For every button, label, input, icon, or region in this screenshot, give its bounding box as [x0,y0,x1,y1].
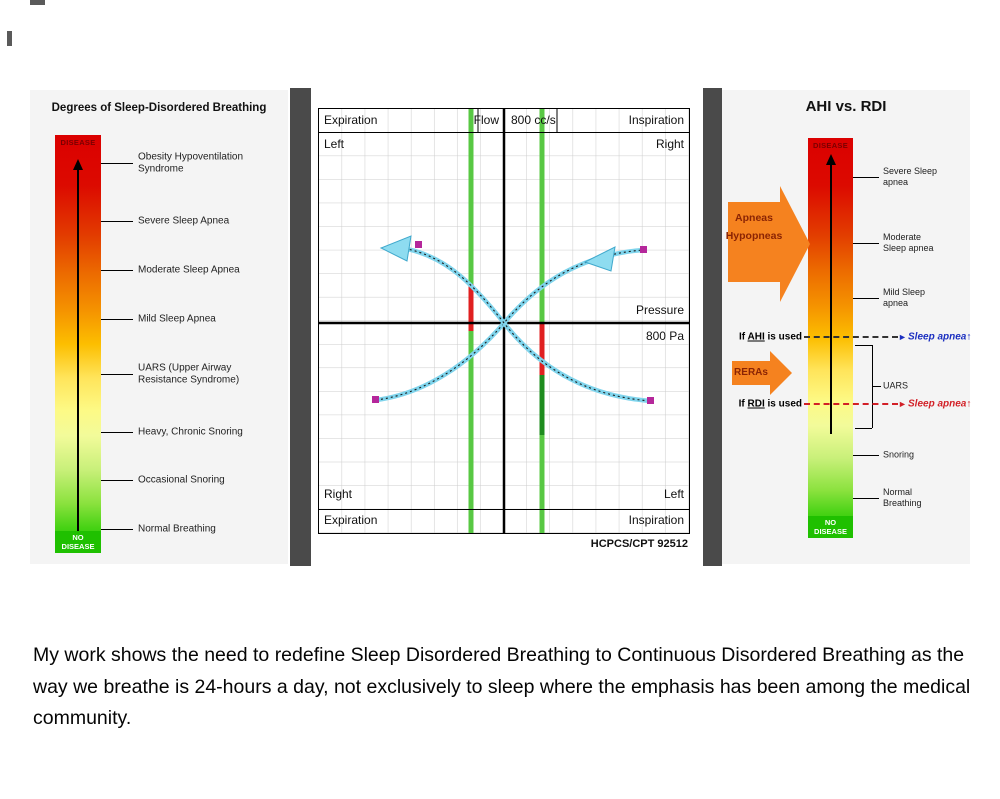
panel-divider-left [290,88,311,566]
dark-green-segment [540,375,545,435]
crop-mark-top [30,0,45,5]
up-arrow-shaft [77,168,79,537]
expiration-top-label: Expiration [324,113,378,127]
expiration-bottom-label: Expiration [324,513,378,527]
if-rdi-used-label [722,399,802,410]
curve-end-marker [415,241,422,248]
caption-text: My work shows the need to redefine Sleep Disordered Breathing to Continuous Disordered Breathing as the way we breathe is 24-hours a day, not exclusively to sleep where the emphasis has been among the medical community. [33,644,971,730]
rdi-arrowhead-icon: ► [898,399,907,409]
uars-bracket-tick [855,345,872,346]
inspiration-top-label: Inspiration [628,113,684,127]
hcpcs-code-label: HCPCS/CPT 92512 [590,538,688,550]
green-marker-line-right [540,109,545,533]
pressure-label: Pressure [635,303,684,317]
uars-bracket-tick [855,428,872,429]
severity-level-label: Moderate Sleep Apnea [138,264,240,276]
rdi-dashed-line [804,403,898,405]
ahi-dashed-line [804,336,898,338]
if-rdi-suffix: is used [764,398,802,410]
if-rdi-prefix: If [738,398,748,410]
disease-label: DISEASE [60,138,96,147]
if-ahi-prefix: If [739,331,748,343]
ahi-result-text: Sleep apnea [908,331,967,343]
right-bottom-label: Right [324,487,353,501]
severity-level-label: Normal Breathing [138,523,216,535]
no-disease-label: NO DISEASE [55,531,101,553]
apneas-arrow-label: Apneas [735,212,773,224]
inspiration-bottom-label: Inspiration [628,513,684,527]
degrees-panel-title: Degrees of Sleep-Disordered Breathing [51,102,267,114]
ahi-arrowhead-icon: ► [898,332,907,342]
tick-mark [853,455,879,456]
flow-pressure-plot [319,109,689,533]
tick-mark [101,529,133,530]
severity-level-label: UARS [883,380,909,391]
red-segment-right [540,323,545,375]
apneas-arrow-head-icon [780,186,810,302]
hypopneas-arrow-label: Hypopneas [725,230,783,242]
curve-end-marker [640,246,647,253]
uars-bracket-connector [872,386,881,387]
severity-gradient-bar [808,138,853,538]
pressure-scale-label: 800 Pa [645,329,684,343]
ahi-acronym: AHI [747,331,765,343]
flow-pressure-panel [311,90,703,566]
if-ahi-used-label [722,332,802,343]
tick-mark [853,243,879,244]
severity-level-label: Severe Sleep apnea [883,166,938,187]
severity-level-label: Severe Sleep Apnea [138,215,230,227]
if-ahi-suffix: is used [764,331,802,343]
rdi-result-text: Sleep apnea [908,398,967,410]
tick-mark [101,221,133,222]
tick-mark [101,319,133,320]
left-bottom-label: Left [663,487,684,501]
up-arrow-icon: ↑ [966,331,972,343]
severity-level-label: Normal Breathing [883,487,922,508]
panel-divider-right [703,88,722,566]
severity-level-label: Snoring [883,449,915,460]
ahi-rdi-title: AHI vs. RDI [805,98,887,115]
flow-pressure-graph [318,108,690,534]
reras-arrow-label: RERAs [734,367,768,378]
tick-mark [101,270,133,271]
flow-scale-label: 800 cc/s [511,113,556,127]
up-arrow-icon: ↑ [966,398,972,410]
severity-level-label: Mild Sleep apnea [883,287,926,308]
severity-level-label: UARS (Upper Airway Resistance Syndrome) [138,362,240,385]
disease-label: DISEASE [812,141,849,150]
tick-mark [853,298,879,299]
no-disease-label: NO DISEASE [808,516,853,538]
tick-mark [853,498,879,499]
tick-mark [853,177,879,178]
crop-mark-left [7,31,12,46]
curve-end-marker [647,397,654,404]
severity-level-label: Mild Sleep Apnea [138,313,216,325]
rdi-result-label [908,399,971,410]
severity-gradient-bar [55,135,101,553]
degrees-panel [30,90,288,564]
tick-mark [101,432,133,433]
severity-level-label: Obesity Hypoventilation Syndrome [138,151,244,174]
ahi-result-label [908,332,971,343]
flow-label: Flow [473,113,499,127]
tick-mark [101,480,133,481]
up-arrow-shaft [830,163,832,434]
tick-mark [101,163,133,164]
severity-level-label: Heavy, Chronic Snoring [138,426,243,438]
rdi-acronym: RDI [747,398,765,410]
ahi-rdi-panel [722,90,970,564]
right-top-label: Right [655,137,684,151]
severity-level-label: Occasional Snoring [138,474,225,486]
severity-level-label: Moderate Sleep apnea [883,232,934,253]
curve-end-marker [372,396,379,403]
left-top-label: Left [324,137,345,151]
tick-mark [101,374,133,375]
